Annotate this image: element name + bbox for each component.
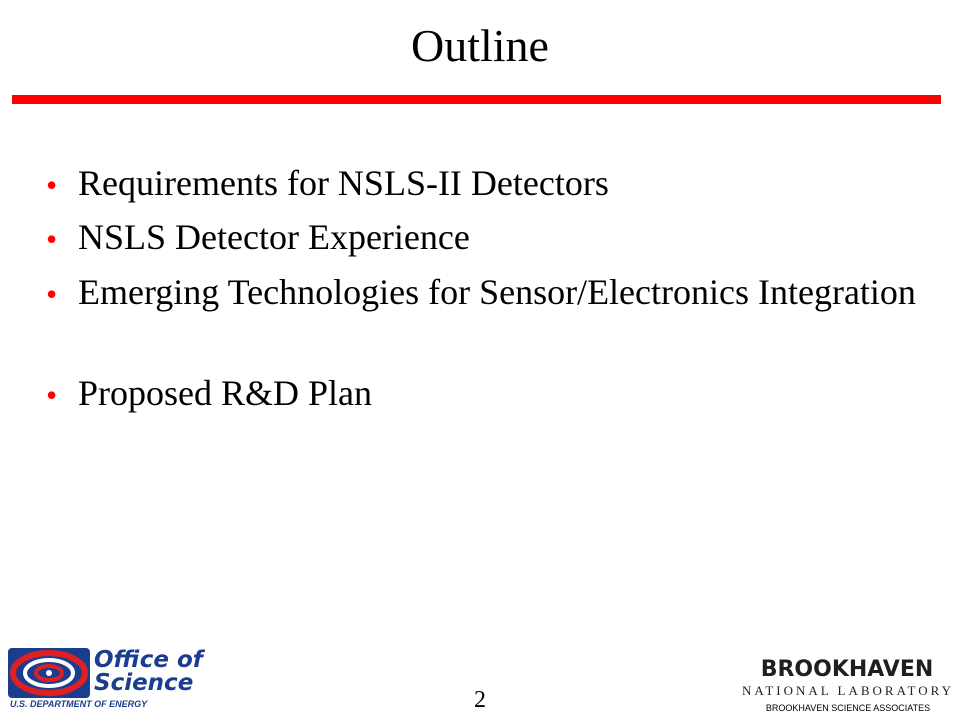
- bullet-text: Emerging Technologies for Sensor/Electronics Integration: [78, 272, 916, 312]
- bullet-text: NSLS Detector Experience: [78, 217, 470, 257]
- brookhaven-logo: [742, 656, 954, 716]
- doe-swirl-icon: [8, 648, 90, 698]
- bullet-marker-icon: •: [46, 276, 58, 312]
- bnl-associates-label: BROOKHAVEN SCIENCE ASSOCIATES: [765, 703, 931, 713]
- bullet-marker-icon: •: [46, 167, 58, 203]
- bnl-logo-name: BROOKHAVEN: [760, 657, 934, 682]
- slide-title: Outline: [411, 20, 549, 71]
- bullet-marker-icon: •: [46, 221, 58, 257]
- doe-logo-line2: Science: [94, 670, 194, 696]
- doe-office-of-science-logo: [8, 648, 212, 712]
- doe-logo-line1: Office of: [94, 647, 203, 673]
- bullet-text: Proposed R&D Plan: [78, 373, 373, 413]
- doe-logo-tagline: U.S. DEPARTMENT OF ENERGY: [10, 699, 148, 709]
- bullet-text: Requirements for NSLS-II Detectors: [78, 163, 609, 203]
- page-number: 2: [474, 687, 486, 713]
- bnl-logo-subtitle: NATIONAL LABORATORY: [742, 683, 954, 698]
- bullet-marker-icon: •: [46, 377, 58, 413]
